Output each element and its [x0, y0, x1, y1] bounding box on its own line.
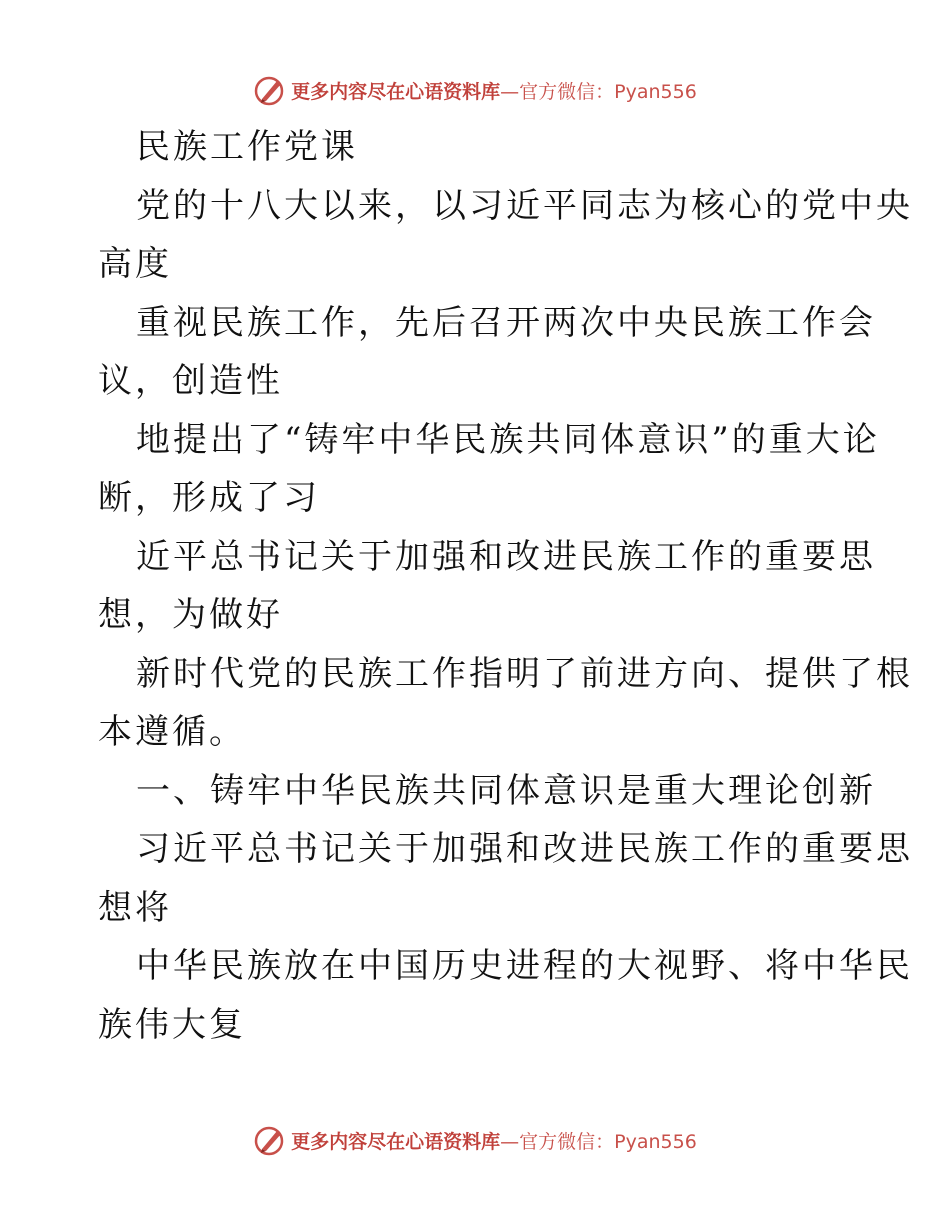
doc-line: 一、铸牢中华民族共同体意识是重大理论创新: [136, 770, 876, 811]
doc-line: 想，为做好: [98, 595, 283, 635]
doc-line: 族伟大复: [98, 1004, 246, 1045]
footer-brand: 更多内容尽在心语资料库: [291, 1130, 501, 1153]
doc-line: 断，形成了习: [98, 478, 320, 518]
doc-line: 新时代党的民族工作指明了前进方向、提供了根: [136, 653, 913, 694]
doc-line: 议，创造性: [98, 361, 283, 401]
pen-logo-icon: [253, 1123, 287, 1157]
doc-line: 党的十八大以来，以习近平同志为核心的党中央: [136, 185, 913, 226]
doc-line: 本遵循。: [98, 712, 246, 752]
header-watermark: [0, 70, 950, 110]
doc-line: 地提出了“铸牢中华民族共同体意识”的重大论: [136, 419, 880, 460]
doc-line: 想将: [98, 887, 172, 928]
doc-line: 近平总书记关于加强和改进民族工作的重要思: [136, 536, 876, 577]
header-brand: 更多内容尽在心语资料库: [291, 80, 501, 103]
header-wechat: 官方微信：Pyan556: [519, 80, 697, 103]
footer-wechat: 官方微信：Pyan556: [519, 1130, 697, 1153]
header-dash: —: [500, 80, 520, 103]
doc-line: 中华民族放在中国历史进程的大视野、将中华民: [136, 946, 913, 986]
pen-logo-icon: [253, 73, 287, 107]
footer-watermark: [0, 1120, 950, 1160]
doc-line: 高度: [98, 244, 172, 284]
doc-line: 民族工作党课: [136, 127, 358, 167]
footer-dash: —: [500, 1130, 520, 1153]
document-body: [98, 118, 913, 1054]
doc-line: 重视民族工作，先后召开两次中央民族工作会: [136, 302, 876, 343]
doc-line: 习近平总书记关于加强和改进民族工作的重要思: [136, 829, 913, 869]
